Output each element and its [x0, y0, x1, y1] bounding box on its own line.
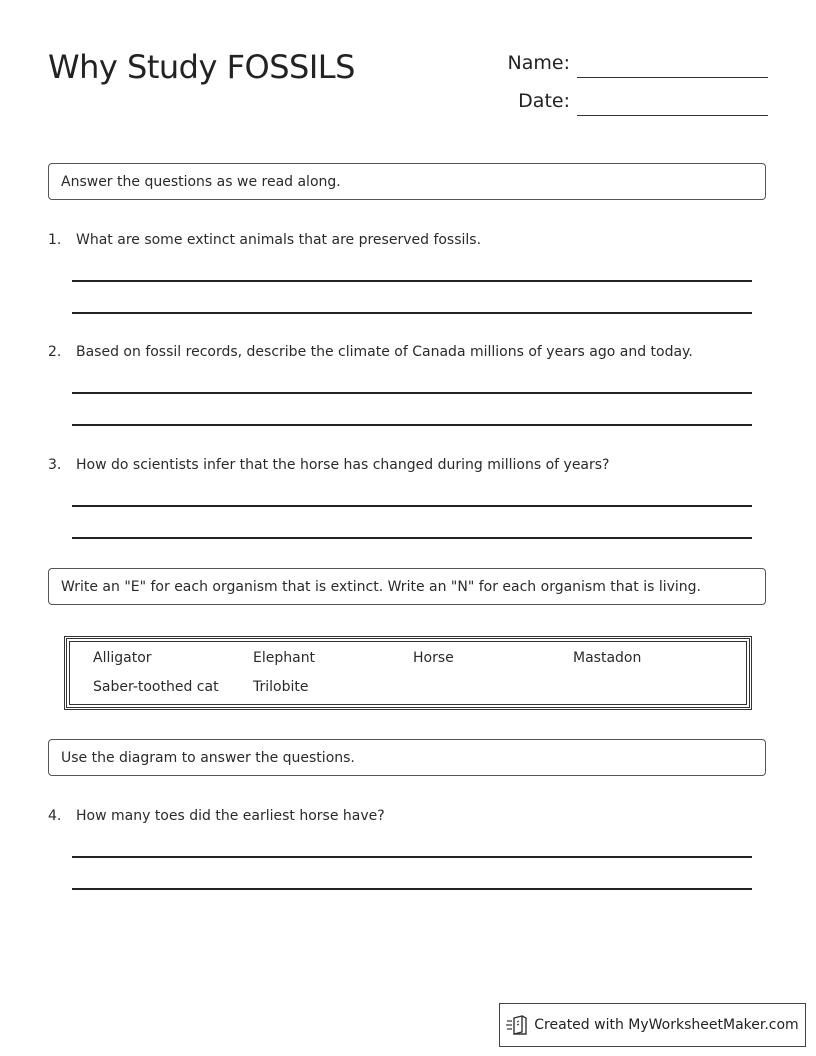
answer-line[interactable]	[72, 505, 752, 507]
answer-line[interactable]	[72, 888, 752, 890]
question-text: How do scientists infer that the horse has changed during millions of years?	[76, 457, 610, 473]
name-label: Name:	[507, 52, 570, 74]
word-bank-item: Saber-toothed cat	[93, 679, 219, 695]
word-bank-item: Horse	[413, 650, 454, 666]
word-bank-item: Alligator	[93, 650, 152, 666]
name-field[interactable]	[577, 77, 768, 78]
date-field[interactable]	[577, 115, 768, 116]
book-logo-icon	[506, 1015, 528, 1035]
answer-line[interactable]	[72, 537, 752, 539]
question-2	[48, 344, 693, 360]
date-label: Date:	[518, 90, 570, 112]
question-text: How many toes did the earliest horse have?	[76, 808, 385, 824]
page-title: Why Study FOSSILS	[48, 48, 355, 86]
instruction-box: Use the diagram to answer the questions.	[48, 739, 766, 776]
question-text: Based on fossil records, describe the climate of Canada millions of years ago and today.	[76, 344, 693, 360]
question-number: 3.	[48, 457, 62, 473]
instruction-box: Answer the questions as we read along.	[48, 163, 766, 200]
question-number: 2.	[48, 344, 62, 360]
question-number: 4.	[48, 808, 62, 824]
question-3	[48, 457, 610, 473]
answer-line[interactable]	[72, 392, 752, 394]
answer-line[interactable]	[72, 856, 752, 858]
word-bank	[64, 636, 752, 710]
footer-credit[interactable]	[499, 1003, 806, 1047]
question-number: 1.	[48, 232, 62, 248]
answer-line[interactable]	[72, 280, 752, 282]
word-bank-item: Elephant	[253, 650, 316, 666]
answer-line[interactable]	[72, 312, 752, 314]
answer-line[interactable]	[72, 424, 752, 426]
question-4	[48, 808, 385, 824]
question-text: What are some extinct animals that are preserved fossils.	[76, 232, 482, 248]
word-bank-item: Mastadon	[573, 650, 642, 666]
question-1	[48, 232, 481, 248]
word-bank-item: Trilobite	[253, 679, 309, 695]
footer-text: Created with MyWorksheetMaker.com	[534, 1017, 799, 1033]
instruction-box: Write an "E" for each organism that is extinct. Write an "N" for each organism that is living.	[48, 568, 766, 605]
